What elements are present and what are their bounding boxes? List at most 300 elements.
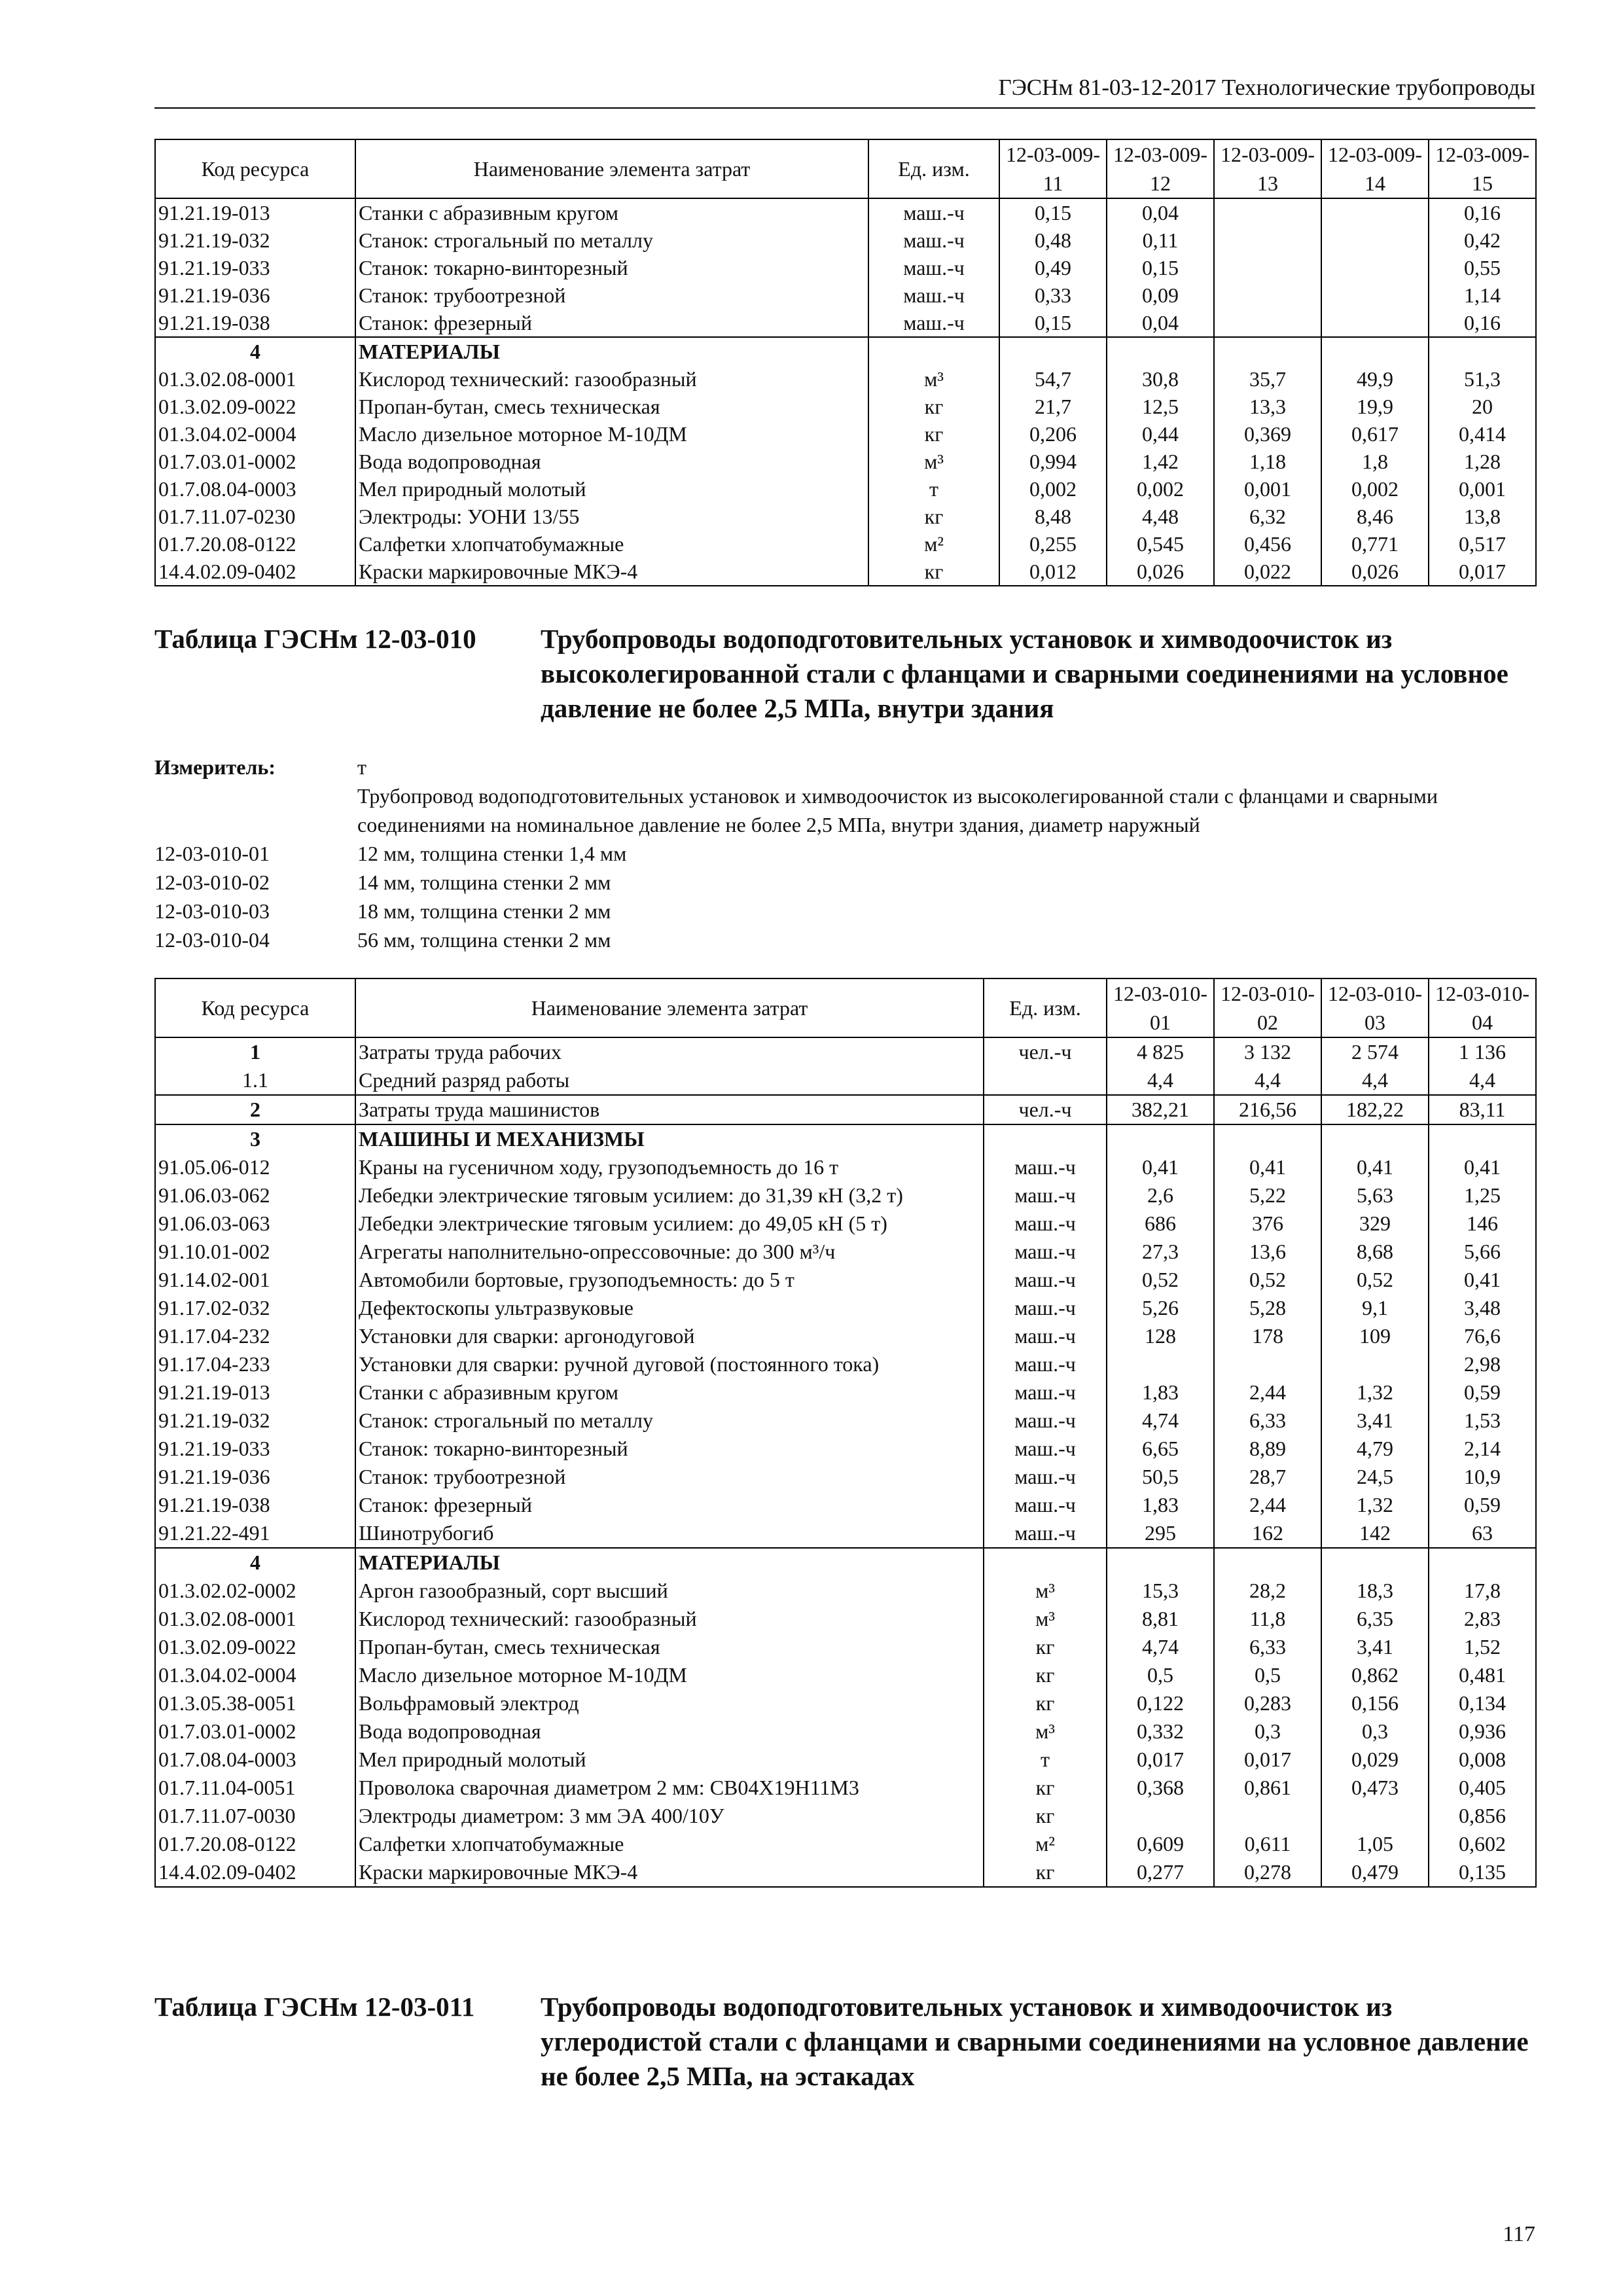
value-cell: 0,994 — [999, 448, 1107, 475]
value-cell: 142 — [1321, 1519, 1429, 1548]
value-cell: 18,3 — [1321, 1577, 1429, 1605]
value-cell: 0,617 — [1321, 420, 1429, 448]
value-cell: 162 — [1214, 1519, 1321, 1548]
value-cell — [1214, 1350, 1321, 1378]
resource-name-cell: Станок: трубоотрезной — [355, 281, 868, 309]
measure-item — [154, 897, 1535, 925]
value-cell: 0,369 — [1214, 420, 1321, 448]
unit-cell: маш.-ч — [984, 1322, 1107, 1350]
table-row — [155, 1322, 1536, 1350]
value-cell — [1214, 337, 1321, 365]
table-row — [155, 365, 1536, 393]
measure-item-code: 12-03-010-02 — [154, 870, 270, 894]
resource-name-cell: Электроды: УОНИ 13/55 — [355, 503, 868, 530]
table-caption-12-03-011 — [154, 1990, 1535, 2101]
measure-block — [154, 753, 1535, 954]
value-cell: 5,22 — [1214, 1181, 1321, 1210]
value-cell: 0,001 — [1214, 475, 1321, 503]
col-header: Код ресурса — [155, 139, 355, 198]
col-header: 12-03-010-03 — [1321, 978, 1429, 1037]
value-cell: 63 — [1429, 1519, 1536, 1548]
value-cell: 0,41 — [1429, 1266, 1536, 1294]
value-cell — [1107, 1124, 1214, 1153]
resource-code-cell: 01.7.08.04-0003 — [155, 475, 355, 503]
resource-name-cell: Салфетки хлопчатобумажные — [355, 530, 868, 558]
value-cell — [1214, 226, 1321, 254]
value-cell: 0,16 — [1429, 198, 1536, 226]
value-cell: 109 — [1321, 1322, 1429, 1350]
resource-code-cell: 01.3.02.08-0001 — [155, 1605, 355, 1633]
value-cell: 13,3 — [1214, 393, 1321, 420]
resource-name-cell: Лебедки электрические тяговым усилием: до 49,05 кН (5 т) — [355, 1210, 984, 1238]
table-row — [155, 254, 1536, 281]
value-cell: 0,5 — [1107, 1661, 1214, 1689]
value-cell — [999, 337, 1107, 365]
value-cell: 6,35 — [1321, 1605, 1429, 1633]
value-cell: 4,79 — [1321, 1435, 1429, 1463]
value-cell: 0,026 — [1107, 558, 1214, 586]
unit-cell: маш.-ч — [984, 1210, 1107, 1238]
resource-name-cell: Средний разряд работы — [355, 1066, 984, 1095]
resource-name-cell: Затраты труда рабочих — [355, 1037, 984, 1066]
value-cell: 0,42 — [1429, 226, 1536, 254]
value-cell: 0,332 — [1107, 1717, 1214, 1746]
value-cell: 0,52 — [1214, 1266, 1321, 1294]
resource-code-cell: 91.21.22-491 — [155, 1519, 355, 1548]
value-cell: 15,3 — [1107, 1577, 1214, 1605]
unit-cell: маш.-ч — [984, 1519, 1107, 1548]
unit-cell: м³ — [984, 1577, 1107, 1605]
unit-cell: маш.-ч — [984, 1181, 1107, 1210]
value-cell: 295 — [1107, 1519, 1214, 1548]
measure-item-text: 12 мм, толщина стенки 1,4 мм — [357, 842, 627, 865]
resource-code-cell: 01.7.08.04-0003 — [155, 1746, 355, 1774]
value-cell: 0,55 — [1429, 254, 1536, 281]
value-cell: 8,89 — [1214, 1435, 1321, 1463]
resource-name-cell: МАТЕРИАЛЫ — [355, 337, 868, 365]
value-cell: 1,83 — [1107, 1491, 1214, 1519]
value-cell: 0,405 — [1429, 1774, 1536, 1802]
resource-table-12-03-009 — [154, 139, 1537, 586]
table-row — [155, 1037, 1536, 1066]
table-row — [155, 1519, 1536, 1548]
resource-code-cell: 01.7.11.07-0030 — [155, 1802, 355, 1830]
table-title: Трубопроводы водоподготовительных установок и химводоочисток из высоколегированной стали с фланцами и сварными соединениями на условное давление не более 2,5 МПа, внутри здания — [541, 624, 1508, 723]
value-cell: 11,8 — [1214, 1605, 1321, 1633]
value-cell: 4,4 — [1107, 1066, 1214, 1095]
resource-name-cell: Затраты труда машинистов — [355, 1095, 984, 1124]
value-cell: 0,41 — [1107, 1153, 1214, 1181]
table-row — [155, 558, 1536, 586]
table-row — [155, 1181, 1536, 1210]
value-cell: 8,48 — [999, 503, 1107, 530]
resource-name-cell: Станок: строгальный по металлу — [355, 226, 868, 254]
resource-name-cell: Станок: токарно-винторезный — [355, 1435, 984, 1463]
table-row — [155, 1407, 1536, 1435]
value-cell — [1321, 226, 1429, 254]
value-cell: 0,936 — [1429, 1717, 1536, 1746]
value-cell: 0,368 — [1107, 1774, 1214, 1802]
value-cell: 0,479 — [1321, 1858, 1429, 1887]
value-cell: 0,609 — [1107, 1830, 1214, 1858]
resource-code-cell: 91.17.02-032 — [155, 1294, 355, 1322]
value-cell: 8,81 — [1107, 1605, 1214, 1633]
table-row — [155, 1802, 1536, 1830]
unit-cell: кг — [868, 558, 999, 586]
resource-code-cell: 91.10.01-002 — [155, 1238, 355, 1266]
unit-cell: маш.-ч — [984, 1378, 1107, 1407]
value-cell — [1321, 254, 1429, 281]
table-row — [155, 1463, 1536, 1491]
value-cell: 0,09 — [1107, 281, 1214, 309]
resource-name-cell: Проволока сварочная диаметром 2 мм: СВ04Х19Н11М3 — [355, 1774, 984, 1802]
unit-cell: т — [984, 1746, 1107, 1774]
table-row — [155, 281, 1536, 309]
measure-item-text: 18 мм, толщина стенки 2 мм — [357, 899, 611, 923]
resource-code-cell: 01.3.02.09-0022 — [155, 393, 355, 420]
value-cell: 6,33 — [1214, 1633, 1321, 1661]
value-cell — [1321, 1124, 1429, 1153]
unit-cell: маш.-ч — [984, 1491, 1107, 1519]
value-cell: 0,283 — [1214, 1689, 1321, 1717]
measure-item — [154, 925, 1535, 954]
resource-code-cell: 01.3.02.08-0001 — [155, 365, 355, 393]
unit-cell: маш.-ч — [984, 1350, 1107, 1378]
value-cell: 24,5 — [1321, 1463, 1429, 1491]
value-cell: 6,65 — [1107, 1435, 1214, 1463]
table-row — [155, 1746, 1536, 1774]
resource-name-cell: Масло дизельное моторное М-10ДМ — [355, 1661, 984, 1689]
resource-code-cell: 1 — [155, 1037, 355, 1066]
table-row — [155, 475, 1536, 503]
unit-cell: чел.-ч — [984, 1095, 1107, 1124]
value-cell: 4,4 — [1321, 1066, 1429, 1095]
value-cell: 128 — [1107, 1322, 1214, 1350]
value-cell: 0,5 — [1214, 1661, 1321, 1689]
value-cell: 2,44 — [1214, 1491, 1321, 1519]
value-cell: 2,44 — [1214, 1378, 1321, 1407]
table-row — [155, 1210, 1536, 1238]
table-row — [155, 1124, 1536, 1153]
value-cell: 1,28 — [1429, 448, 1536, 475]
table-caption-12-03-010 — [154, 622, 1535, 733]
value-cell: 0,008 — [1429, 1746, 1536, 1774]
table-number: Таблица ГЭСНм 12-03-010 — [154, 624, 476, 654]
col-header: 12-03-009-11 — [999, 139, 1107, 198]
value-cell — [1214, 254, 1321, 281]
table-row — [155, 1858, 1536, 1887]
value-cell: 21,7 — [999, 393, 1107, 420]
unit-cell: маш.-ч — [868, 309, 999, 337]
resource-code-cell: 4 — [155, 1548, 355, 1577]
table-row — [155, 309, 1536, 337]
resource-name-cell: МАШИНЫ И МЕХАНИЗМЫ — [355, 1124, 984, 1153]
value-cell: 1,25 — [1429, 1181, 1536, 1210]
value-cell: 13,8 — [1429, 503, 1536, 530]
resource-code-cell: 91.21.19-032 — [155, 1407, 355, 1435]
resource-code-cell: 91.14.02-001 — [155, 1266, 355, 1294]
value-cell: 20 — [1429, 393, 1536, 420]
unit-cell: маш.-ч — [868, 226, 999, 254]
resource-name-cell: Пропан-бутан, смесь техническая — [355, 393, 868, 420]
resource-name-cell: Краски маркировочные МКЭ-4 — [355, 1858, 984, 1887]
value-cell: 0,59 — [1429, 1491, 1536, 1519]
value-cell: 0,602 — [1429, 1830, 1536, 1858]
value-cell: 2,83 — [1429, 1605, 1536, 1633]
measure-item — [154, 868, 1535, 897]
value-cell — [1429, 1548, 1536, 1577]
col-header: Код ресурса — [155, 978, 355, 1037]
value-cell: 216,56 — [1214, 1095, 1321, 1124]
value-cell — [1107, 337, 1214, 365]
value-cell: 5,66 — [1429, 1238, 1536, 1266]
measure-item-text: 14 мм, толщина стенки 2 мм — [357, 870, 611, 894]
value-cell — [1214, 309, 1321, 337]
resource-code-cell: 2 — [155, 1095, 355, 1124]
resource-name-cell: Шинотрубогиб — [355, 1519, 984, 1548]
value-cell: 0,52 — [1321, 1266, 1429, 1294]
value-cell: 8,46 — [1321, 503, 1429, 530]
value-cell: 1,18 — [1214, 448, 1321, 475]
value-cell: 1,42 — [1107, 448, 1214, 475]
value-cell: 0,278 — [1214, 1858, 1321, 1887]
table-row — [155, 530, 1536, 558]
value-cell: 1,53 — [1429, 1407, 1536, 1435]
unit-cell: маш.-ч — [868, 198, 999, 226]
value-cell — [1107, 1548, 1214, 1577]
value-cell: 1,8 — [1321, 448, 1429, 475]
value-cell: 27,3 — [1107, 1238, 1214, 1266]
value-cell: 0,122 — [1107, 1689, 1214, 1717]
value-cell: 30,8 — [1107, 365, 1214, 393]
value-cell — [1214, 281, 1321, 309]
resource-name-cell: Вода водопроводная — [355, 448, 868, 475]
resource-code-cell: 01.7.03.01-0002 — [155, 1717, 355, 1746]
value-cell: 0,04 — [1107, 309, 1214, 337]
value-cell: 0,861 — [1214, 1774, 1321, 1802]
value-cell: 8,68 — [1321, 1238, 1429, 1266]
value-cell: 0,41 — [1321, 1153, 1429, 1181]
table-row — [155, 1491, 1536, 1519]
resource-name-cell: Станки с абразивным кругом — [355, 1378, 984, 1407]
col-header: 12-03-010-02 — [1214, 978, 1321, 1037]
value-cell — [1321, 281, 1429, 309]
resource-name-cell: Электроды диаметром: 3 мм ЭА 400/10У — [355, 1802, 984, 1830]
resource-code-cell: 91.06.03-062 — [155, 1181, 355, 1210]
resource-name-cell: Краны на гусеничном ходу, грузоподъемность до 16 т — [355, 1153, 984, 1181]
unit-cell: м³ — [984, 1717, 1107, 1746]
unit-cell — [984, 1066, 1107, 1095]
value-cell — [1321, 309, 1429, 337]
value-cell: 0,002 — [1107, 475, 1214, 503]
resource-code-cell: 01.7.20.08-0122 — [155, 1830, 355, 1858]
table-row — [155, 1548, 1536, 1577]
table-title: Трубопроводы водоподготовительных установок и химводоочисток из углеродистой стали с фланцами и сварными соединениями на условное давление не более 2,5 МПа, на эстакадах — [541, 1992, 1529, 2091]
value-cell — [1107, 1802, 1214, 1830]
value-cell: 4,48 — [1107, 503, 1214, 530]
col-header: 12-03-010-04 — [1429, 978, 1536, 1037]
resource-code-cell: 91.17.04-232 — [155, 1322, 355, 1350]
value-cell: 83,11 — [1429, 1095, 1536, 1124]
value-cell: 0,017 — [1429, 558, 1536, 586]
value-cell: 2 574 — [1321, 1037, 1429, 1066]
resource-name-cell: Кислород технический: газообразный — [355, 1605, 984, 1633]
table-row — [155, 1661, 1536, 1689]
value-cell: 12,5 — [1107, 393, 1214, 420]
value-cell — [1321, 1350, 1429, 1378]
value-cell: 0,16 — [1429, 309, 1536, 337]
table-row — [155, 393, 1536, 420]
resource-name-cell: Пропан-бутан, смесь техническая — [355, 1633, 984, 1661]
table-row — [155, 1435, 1536, 1463]
col-header: Ед. изм. — [984, 978, 1107, 1037]
value-cell: 0,414 — [1429, 420, 1536, 448]
resource-name-cell: Кислород технический: газообразный — [355, 365, 868, 393]
value-cell: 0,862 — [1321, 1661, 1429, 1689]
measure-unit: т — [357, 755, 366, 779]
value-cell — [1429, 1124, 1536, 1153]
table-row — [155, 448, 1536, 475]
value-cell: 686 — [1107, 1210, 1214, 1238]
value-cell: 0,002 — [999, 475, 1107, 503]
value-cell: 0,41 — [1214, 1153, 1321, 1181]
resource-code-cell: 4 — [155, 337, 355, 365]
value-cell: 178 — [1214, 1322, 1321, 1350]
resource-code-cell: 01.7.11.04-0051 — [155, 1774, 355, 1802]
resource-code-cell: 01.7.20.08-0122 — [155, 530, 355, 558]
unit-cell: кг — [984, 1689, 1107, 1717]
table-row — [155, 1350, 1536, 1378]
measure-label: Измеритель: — [154, 755, 276, 779]
table-row — [155, 1605, 1536, 1633]
unit-cell: м³ — [868, 365, 999, 393]
value-cell: 35,7 — [1214, 365, 1321, 393]
value-cell: 1,83 — [1107, 1378, 1214, 1407]
value-cell: 0,017 — [1214, 1746, 1321, 1774]
value-cell: 0,002 — [1321, 475, 1429, 503]
value-cell: 0,001 — [1429, 475, 1536, 503]
resource-name-cell: Станок: строгальный по металлу — [355, 1407, 984, 1435]
resource-code-cell: 91.21.19-038 — [155, 1491, 355, 1519]
value-cell: 5,63 — [1321, 1181, 1429, 1210]
value-cell: 2,6 — [1107, 1181, 1214, 1210]
value-cell — [1214, 1548, 1321, 1577]
value-cell: 50,5 — [1107, 1463, 1214, 1491]
resource-name-cell: МАТЕРИАЛЫ — [355, 1548, 984, 1577]
value-cell: 146 — [1429, 1210, 1536, 1238]
col-header: Наименование элемента затрат — [355, 139, 868, 198]
value-cell: 1,32 — [1321, 1491, 1429, 1519]
table-row — [155, 1378, 1536, 1407]
table-header-row — [155, 978, 1536, 1037]
table-row — [155, 337, 1536, 365]
value-cell: 1,52 — [1429, 1633, 1536, 1661]
value-cell: 0,135 — [1429, 1858, 1536, 1887]
resource-table-12-03-010 — [154, 978, 1537, 1888]
running-header: ГЭСНм 81-03-12-2017 Технологические трубопроводы — [154, 72, 1535, 109]
value-cell: 376 — [1214, 1210, 1321, 1238]
unit-cell: чел.-ч — [984, 1037, 1107, 1066]
value-cell: 0,3 — [1214, 1717, 1321, 1746]
value-cell: 0,517 — [1429, 530, 1536, 558]
unit-cell: м² — [984, 1830, 1107, 1858]
unit-cell: кг — [868, 420, 999, 448]
value-cell: 0,49 — [999, 254, 1107, 281]
table-row — [155, 1095, 1536, 1124]
measure-item-code: 12-03-010-01 — [154, 842, 270, 865]
unit-cell: м² — [868, 530, 999, 558]
resource-name-cell: Станок: фрезерный — [355, 309, 868, 337]
value-cell: 0,156 — [1321, 1689, 1429, 1717]
value-cell: 1,32 — [1321, 1378, 1429, 1407]
value-cell: 2,14 — [1429, 1435, 1536, 1463]
unit-cell: т — [868, 475, 999, 503]
table-row — [155, 1266, 1536, 1294]
unit-cell: маш.-ч — [868, 254, 999, 281]
unit-cell: кг — [984, 1802, 1107, 1830]
resource-name-cell: Мел природный молотый — [355, 1746, 984, 1774]
resource-code-cell: 91.05.06-012 — [155, 1153, 355, 1181]
resource-name-cell: Агрегаты наполнительно-опрессовочные: до 300 м³/ч — [355, 1238, 984, 1266]
resource-code-cell: 91.21.19-013 — [155, 198, 355, 226]
value-cell: 0,48 — [999, 226, 1107, 254]
table-row — [155, 226, 1536, 254]
table-row — [155, 1717, 1536, 1746]
value-cell: 9,1 — [1321, 1294, 1429, 1322]
unit-cell: кг — [868, 503, 999, 530]
unit-cell: м³ — [868, 448, 999, 475]
unit-cell — [868, 337, 999, 365]
value-cell: 51,3 — [1429, 365, 1536, 393]
measure-item-code: 12-03-010-03 — [154, 899, 270, 923]
unit-cell: маш.-ч — [984, 1266, 1107, 1294]
table-row — [155, 1577, 1536, 1605]
resource-code-cell: 91.21.19-033 — [155, 1435, 355, 1463]
value-cell: 76,6 — [1429, 1322, 1536, 1350]
table-row — [155, 1238, 1536, 1266]
unit-cell: маш.-ч — [984, 1407, 1107, 1435]
resource-code-cell: 01.7.03.01-0002 — [155, 448, 355, 475]
value-cell: 4,4 — [1429, 1066, 1536, 1095]
resource-code-cell: 01.3.04.02-0004 — [155, 420, 355, 448]
table-row — [155, 1066, 1536, 1095]
value-cell: 0,11 — [1107, 226, 1214, 254]
resource-name-cell: Станки с абразивным кругом — [355, 198, 868, 226]
resource-name-cell: Краски маркировочные МКЭ-4 — [355, 558, 868, 586]
resource-code-cell: 91.21.19-033 — [155, 254, 355, 281]
col-header: 12-03-009-13 — [1214, 139, 1321, 198]
value-cell: 10,9 — [1429, 1463, 1536, 1491]
table-row — [155, 503, 1536, 530]
measure-description: Трубопровод водоподготовительных установок и химводоочисток из высоколегированной стали с фланцами и сварными соединениями на номинальное давление не более 2,5 МПа, внутри здания, диаметр наружный — [357, 784, 1438, 836]
measure-row — [154, 753, 1535, 781]
resource-name-cell: Аргон газообразный, сорт высший — [355, 1577, 984, 1605]
value-cell: 1,14 — [1429, 281, 1536, 309]
resource-name-cell: Станок: токарно-винторезный — [355, 254, 868, 281]
value-cell: 13,6 — [1214, 1238, 1321, 1266]
resource-name-cell: Дефектоскопы ультразвуковые — [355, 1294, 984, 1322]
resource-code-cell: 3 — [155, 1124, 355, 1153]
value-cell: 0,545 — [1107, 530, 1214, 558]
table-row — [155, 1294, 1536, 1322]
value-cell: 382,21 — [1107, 1095, 1214, 1124]
resource-name-cell: Лебедки электрические тяговым усилием: до 31,39 кН (3,2 т) — [355, 1181, 984, 1210]
unit-cell: кг — [984, 1633, 1107, 1661]
resource-name-cell: Автомобили бортовые, грузоподъемность: до 5 т — [355, 1266, 984, 1294]
value-cell: 182,22 — [1321, 1095, 1429, 1124]
resource-code-cell: 91.21.19-036 — [155, 1463, 355, 1491]
value-cell: 1 136 — [1429, 1037, 1536, 1066]
